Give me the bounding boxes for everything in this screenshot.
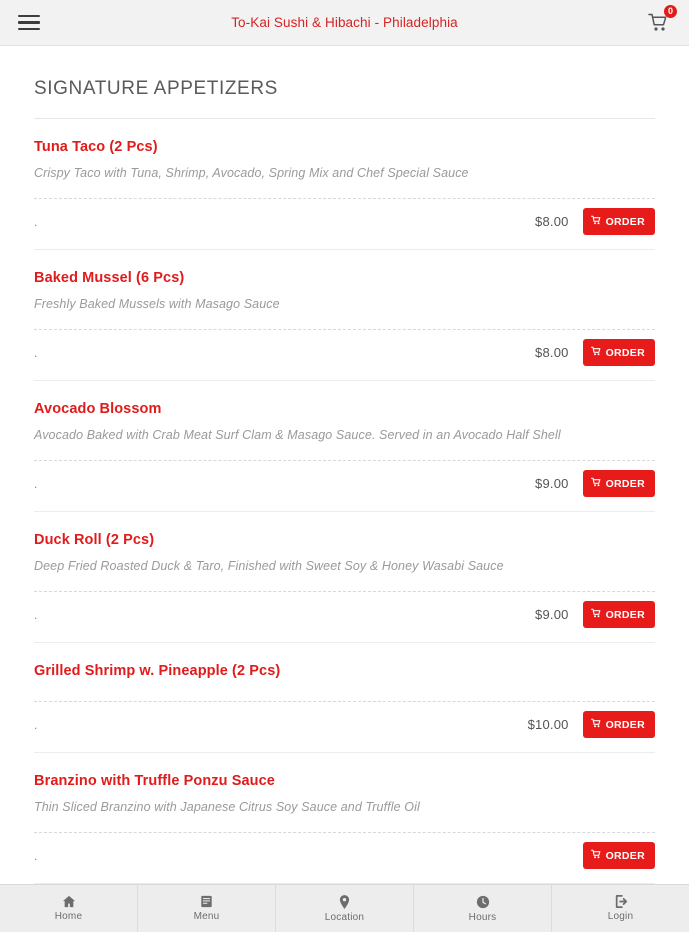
order-button-label: ORDER — [605, 346, 645, 359]
menu-item — [34, 119, 655, 250]
nav-item-login[interactable] — [552, 885, 689, 932]
login-icon — [614, 895, 628, 908]
order-button[interactable] — [583, 339, 655, 366]
menu-item-price-row — [34, 460, 655, 512]
page-title: To-Kai Sushi & Hibachi - Philadelphia — [231, 15, 458, 30]
menu-item-price-row — [34, 198, 655, 250]
order-button[interactable] — [583, 842, 655, 869]
menu-item-price: $9.00 — [535, 607, 569, 622]
clock-icon — [476, 895, 490, 909]
order-button[interactable] — [583, 208, 655, 235]
cart-count-badge: 0 — [664, 5, 677, 18]
menu-item-description: Avocado Baked with Crab Meat Surf Clam & Masago Sauce. Served in an Avocado Half Shell — [34, 428, 561, 442]
menu-item-price-row — [34, 832, 655, 884]
menu-item-name: Duck Roll (2 Pcs) — [34, 532, 155, 548]
menu-item-name: Grilled Shrimp w. Pineapple (2 Pcs) — [34, 663, 281, 679]
cart-icon — [591, 346, 601, 359]
menu-item-name: Tuna Taco (2 Pcs) — [34, 139, 158, 155]
menu-content[interactable] — [0, 46, 689, 884]
menu-item-price: $10.00 — [527, 717, 569, 732]
menu-item — [34, 753, 655, 884]
price-bullet: . — [34, 214, 38, 229]
nav-label-menu: Menu — [193, 911, 220, 922]
nav-label-location: Location — [324, 911, 365, 923]
nav-label-login: Login — [607, 911, 634, 922]
menu-item-price: $8.00 — [535, 345, 569, 360]
order-button-label: ORDER — [605, 849, 645, 862]
menu-item-name: Avocado Blossom — [34, 401, 162, 417]
menu-item-price-row — [34, 329, 655, 381]
top-bar — [0, 0, 689, 46]
menu-item — [34, 512, 655, 643]
hamburger-bar — [18, 15, 40, 18]
nav-item-home[interactable] — [0, 885, 138, 932]
order-button[interactable] — [583, 601, 655, 628]
price-bullet: . — [34, 476, 38, 491]
cart-icon — [591, 477, 601, 490]
cart-icon — [591, 608, 601, 621]
hamburger-bar — [18, 28, 40, 31]
menu-item-name: Branzino with Truffle Ponzu Sauce — [34, 773, 275, 789]
order-button[interactable] — [583, 470, 655, 497]
bottom-navigation — [0, 884, 689, 932]
cart-icon — [591, 718, 601, 731]
shopping-cart-icon[interactable] — [643, 5, 673, 38]
order-button-label: ORDER — [605, 718, 645, 731]
order-button[interactable] — [583, 711, 655, 738]
book-icon — [200, 895, 213, 908]
hamburger-bar — [18, 21, 40, 24]
order-button-label: ORDER — [605, 215, 645, 228]
menu-item-description: Crispy Taco with Tuna, Shrimp, Avocado, Spring Mix and Chef Special Sauce — [34, 166, 469, 180]
menu-item-price-row — [34, 591, 655, 643]
menu-item — [34, 381, 655, 512]
price-bullet: . — [34, 717, 38, 732]
map-pin-icon — [339, 895, 350, 909]
nav-label-hours: Hours — [468, 911, 497, 923]
menu-item-description: Thin Sliced Branzino with Japanese Citrus Soy Sauce and Truffle Oil — [34, 800, 420, 814]
nav-label-home: Home — [54, 911, 83, 922]
menu-item-description: Freshly Baked Mussels with Masago Sauce — [34, 297, 280, 311]
menu-item-description: Deep Fried Roasted Duck & Taro, Finished with Sweet Soy & Honey Wasabi Sauce — [34, 559, 504, 573]
menu-item-price: $8.00 — [535, 214, 569, 229]
menu-item — [34, 250, 655, 381]
menu-item-name: Baked Mussel (6 Pcs) — [34, 270, 185, 286]
cart-icon — [591, 215, 601, 228]
price-bullet: . — [34, 345, 38, 360]
section-title: SIGNATURE APPETIZERS — [34, 46, 655, 119]
nav-item-location[interactable] — [276, 885, 414, 932]
price-bullet: . — [34, 607, 38, 622]
cart-icon — [591, 849, 601, 862]
menu-item-price-row — [34, 701, 655, 753]
nav-item-hours[interactable] — [414, 885, 552, 932]
price-bullet: . — [34, 848, 38, 863]
home-icon — [62, 895, 76, 908]
menu-item — [34, 643, 655, 753]
hamburger-icon[interactable] — [6, 0, 52, 46]
order-button-label: ORDER — [605, 608, 645, 621]
order-button-label: ORDER — [605, 477, 645, 490]
menu-item-price: $9.00 — [535, 476, 569, 491]
nav-item-menu[interactable] — [138, 885, 276, 932]
